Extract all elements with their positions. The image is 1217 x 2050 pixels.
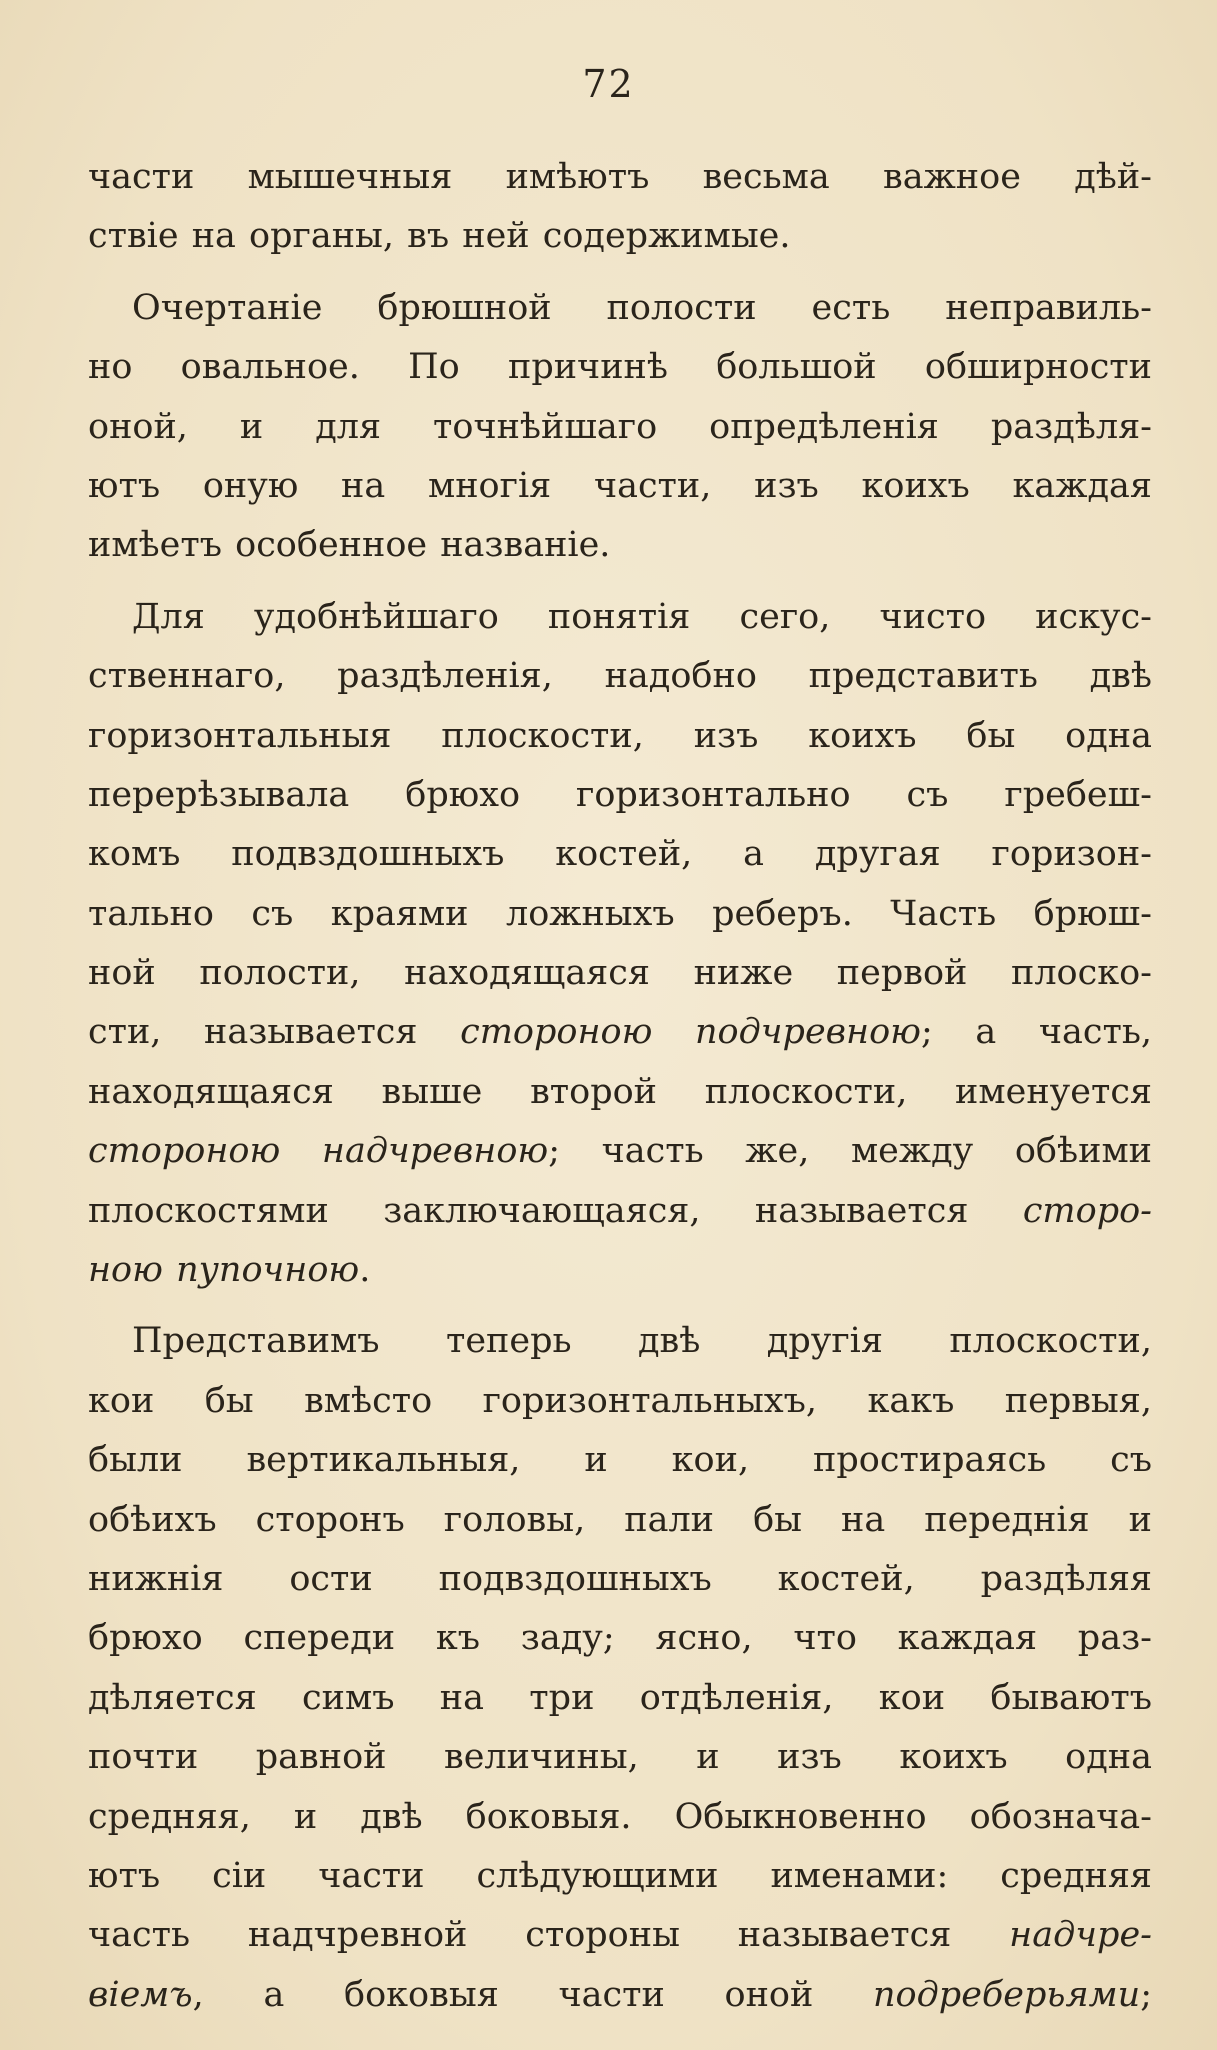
text-segment: кои бы вмѣсто горизонтальныхъ, какъ первыя, — [88, 1380, 1152, 1421]
italic-term: сторо- — [1022, 1190, 1152, 1231]
text-segment: ствіе на органы, въ ней содержимые. — [88, 216, 791, 257]
text-line — [88, 1241, 1152, 1300]
text-line — [88, 707, 1152, 766]
text-line — [88, 1312, 1152, 1371]
italic-term: стороною подчревною — [460, 1012, 921, 1053]
text-segment: ютъ сіи части слѣдующими именами: средняя — [88, 1855, 1152, 1896]
text-line — [88, 1550, 1152, 1609]
text-line — [88, 1063, 1152, 1122]
text-segment: ; часть же, между обѣими — [548, 1131, 1152, 1172]
paragraph — [88, 148, 1152, 267]
text-segment: . — [359, 1250, 371, 1291]
text-line — [88, 457, 1152, 516]
italic-term: ною пупочною — [88, 1250, 360, 1291]
text-segment: ; а часть, — [921, 1012, 1153, 1053]
text-line — [88, 1003, 1152, 1062]
italic-term: надчре- — [1009, 1915, 1152, 1956]
text-line — [88, 766, 1152, 825]
text-line — [88, 825, 1152, 884]
text-segment: , а боковыя части оной — [192, 1974, 874, 2015]
text-segment: перерѣзывала брюхо горизонтально съ гребеш- — [88, 774, 1152, 815]
text-line — [88, 1847, 1152, 1906]
text-segment: средняя, и двѣ боковыя. Обыкновенно обознача- — [88, 1796, 1152, 1837]
text-segment: брюхо спереди къ заду; ясно, что каждая раз- — [88, 1618, 1152, 1659]
text-line — [88, 338, 1152, 397]
text-line — [88, 647, 1152, 706]
text-segment: сти, называется — [88, 1012, 461, 1053]
italic-term: подреберьями — [873, 1974, 1141, 2015]
text-segment: ной полости, находящаяся ниже первой плоско- — [88, 953, 1152, 994]
text-segment: почти равной величины, и изъ коихъ одна — [88, 1737, 1152, 1778]
text-line — [88, 516, 1152, 575]
text-segment: нижнія ости подвздошныхъ костей, раздѣляя — [88, 1558, 1152, 1599]
italic-term: стороною надчревною — [88, 1131, 549, 1172]
text-segment: оной, и для точнѣйшаго опредѣленія раздѣля- — [88, 406, 1152, 447]
text-segment: имѣетъ особенное названіе. — [88, 525, 611, 566]
text-segment: тально съ краями ложныхъ реберъ. Часть брюш- — [88, 893, 1152, 934]
italic-term: віемъ — [88, 1974, 193, 2015]
text-line — [88, 148, 1152, 207]
paragraph — [88, 1312, 1152, 2025]
text-segment: Представимъ теперь двѣ другія плоскости, — [132, 1321, 1152, 1362]
text-line — [88, 1966, 1152, 2025]
text-line — [88, 1372, 1152, 1431]
text-line — [88, 1609, 1152, 1668]
text-line — [88, 1122, 1152, 1181]
text-segment: комъ подвздошныхъ костей, а другая горизон- — [88, 834, 1152, 875]
text-line — [88, 588, 1152, 647]
text-segment: плоскостями заключающаяся, называется — [88, 1190, 1023, 1231]
page-number: 72 — [582, 62, 635, 106]
text-segment: часть надчревной стороны называется — [88, 1915, 1010, 1956]
text-line — [88, 1788, 1152, 1847]
text-segment: дѣляется симъ на три отдѣленія, кои бываютъ — [88, 1677, 1152, 1718]
text-segment: ютъ оную на многія части, изъ коихъ каждая — [88, 465, 1152, 506]
paragraph — [88, 588, 1152, 1301]
paragraph — [88, 279, 1152, 576]
text-line — [88, 1431, 1152, 1490]
text-line — [88, 398, 1152, 457]
text-segment: Для удобнѣйшаго понятія сего, чисто искус- — [132, 596, 1152, 637]
text-line — [88, 1669, 1152, 1728]
text-segment: ственнаго, раздѣленія, надобно представить двѣ — [88, 656, 1152, 697]
text-line — [88, 1728, 1152, 1787]
text-segment: Очертаніе брюшной полости есть неправиль- — [132, 287, 1152, 328]
text-segment: находящаяся выше второй плоскости, именуется — [88, 1071, 1152, 1112]
body-text — [88, 148, 1152, 2025]
text-segment: части мышечныя имѣютъ весьма важное дѣй- — [88, 157, 1152, 197]
text-line — [88, 885, 1152, 944]
text-line — [88, 279, 1152, 338]
text-segment: ; — [1140, 1974, 1152, 2015]
text-segment: обѣихъ сторонъ головы, пали бы на переднія и — [88, 1499, 1152, 1540]
text-line — [88, 1491, 1152, 1550]
text-segment: были вертикальныя, и кои, простираясь съ — [88, 1440, 1152, 1481]
text-line — [88, 1182, 1152, 1241]
text-line — [88, 1906, 1152, 1965]
text-segment: горизонтальныя плоскости, изъ коихъ бы одна — [88, 715, 1152, 756]
text-line — [88, 944, 1152, 1003]
text-line — [88, 207, 1152, 266]
text-segment: но овальное. По причинѣ большой обширности — [88, 347, 1152, 388]
